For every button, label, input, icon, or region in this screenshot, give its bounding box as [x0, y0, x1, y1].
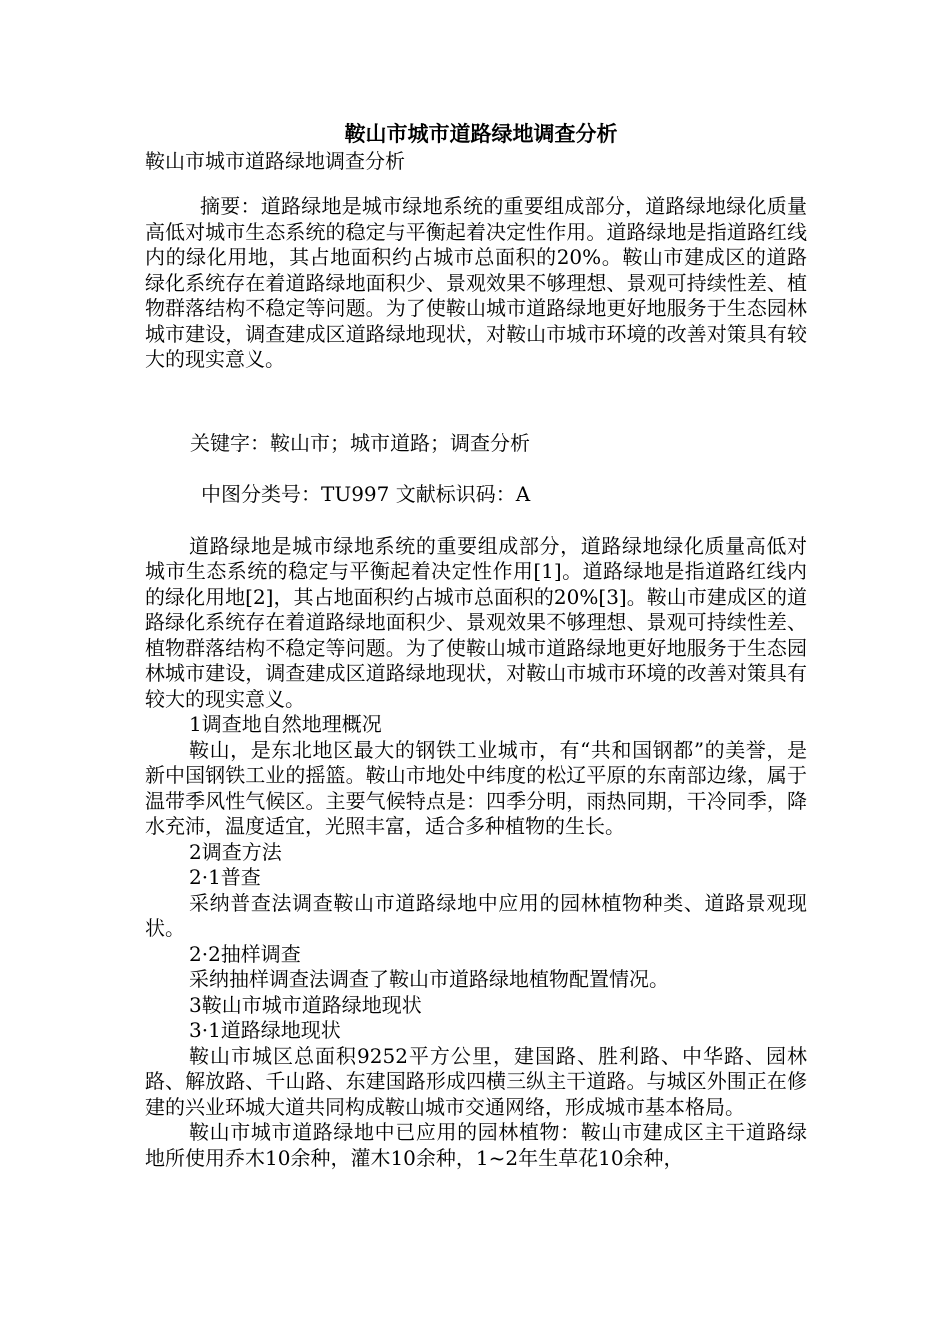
body-paragraph: 鞍山市城区总面积9252平方公里，建国路、胜利路、中华路、园林路、解放路、千山路、东建国路形成四横三纵主干道路。与城区外围正在修建的兴业环城大道共同构成鞍山城市交通网络，形成城市基本格局。: [145, 1043, 807, 1119]
body-paragraph: 采纳抽样调查法调查了鞍山市道路绿地植物配置情况。: [189, 967, 669, 991]
keywords-line: 关键字：鞍山市；城市道路；调查分析: [190, 430, 530, 455]
classification-line: 中图分类号：TU997 文献标识码：A: [201, 482, 531, 506]
body-paragraph: 鞍山，是东北地区最大的钢铁工业城市，有“共和国钢都”的美誉，是新中国钢铁工业的摇篮。鞍山市地处中纬度的松辽平原的东南部边缘，属于温带季风性气候区。主要气候特点是：四季分明，雨热同期，干冷同季，降水充沛，温度适宜，光照丰富，适合多种植物的生长。: [145, 737, 807, 838]
section-heading: 3鞍山市城市道路绿地现状: [189, 992, 422, 1017]
body-paragraph: 采纳普查法调查鞍山市道路绿地中应用的园林植物种类、道路景观现状。: [145, 890, 807, 940]
document-page: [145, 120, 807, 1171]
document-subtitle: 鞍山市城市道路绿地调查分析: [145, 149, 405, 173]
abstract-paragraph: 摘要：道路绿地是城市绿地系统的重要组成部分，道路绿地绿化质量高低对城市生态系统的稳定与平衡起着决定性作用。道路绿地是指道路红线内的绿化用地，其占地面积约占城市总面积的20%。鞍山市建成区的道路绿化系统存在着道路绿地面积少、景观效果不够理想、景观可持续性差、植物群落结构不稳定等问题。为了使鞍山城市道路绿地更好地服务于生态园林城市建设，调查建成区道路绿地现状，对鞍山市城市环境的改善对策具有较大的现实意义。: [145, 194, 807, 371]
document-title: 鞍山市城市道路绿地调查分析: [344, 121, 618, 146]
subsection-heading: 3·1道路绿地现状: [189, 1018, 341, 1042]
section-heading: 2调查方法: [189, 839, 282, 864]
section-heading: 1调查地自然地理概况: [189, 712, 382, 736]
body-paragraph: 道路绿地是城市绿地系统的重要组成部分，道路绿地绿化质量高低对城市生态系统的稳定与平衡起着决定性作用[1]。道路绿地是指道路红线内的绿化用地[2]，其占地面积约占城市总面积的20%[3]。鞍山市建成区的道路绿化系统存在着道路绿地面积少、景观效果不够理想、景观可持续性差、植物群落结构不稳定等问题。为了使鞍山城市道路绿地更好地服务于生态园林城市建设，调查建成区道路绿地现状，对鞍山市城市环境的改善对策具有较大的现实意义。: [145, 533, 807, 711]
subsection-heading: 2·1普查: [189, 865, 261, 889]
subsection-heading: 2·2抽样调查: [189, 941, 301, 966]
body-paragraph: 鞍山市城市道路绿地中已应用的园林植物：鞍山市建成区主干道路绿地所使用乔木10余种，灌木10余种，1~2年生草花10余种，: [145, 1120, 807, 1170]
